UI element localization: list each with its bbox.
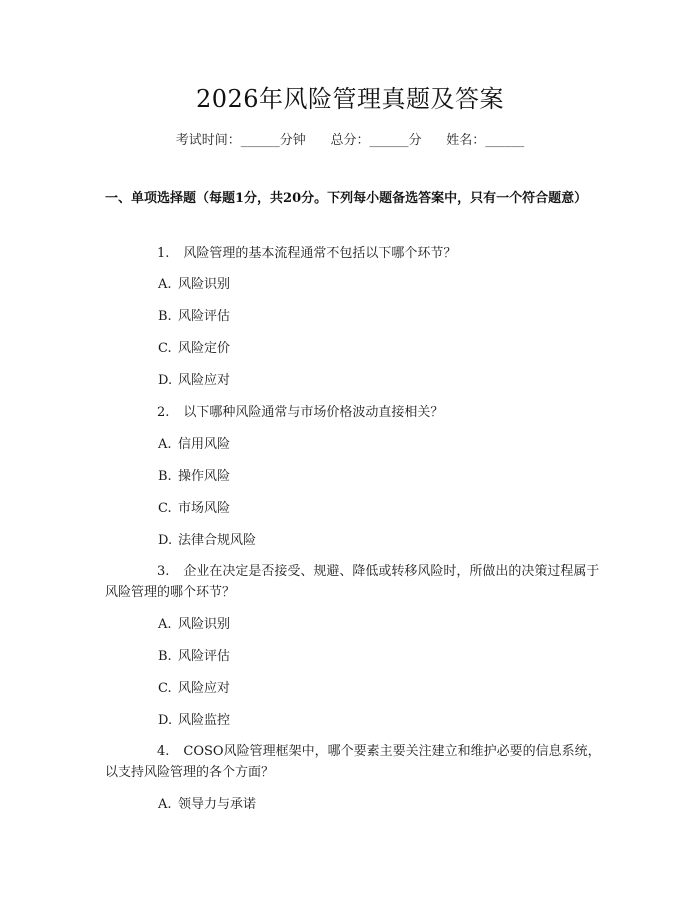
option-text: 风险评估 xyxy=(178,309,231,324)
option-3b xyxy=(158,646,230,667)
question-text: 以下哪种风险通常与市场价格波动直接相关？ xyxy=(183,405,444,420)
option-letter: D. xyxy=(158,713,173,728)
option-2b xyxy=(158,466,230,487)
option-letter: A. xyxy=(158,617,172,632)
question-text: 风险管理的基本流程通常不包括以下哪个环节？ xyxy=(183,246,457,261)
option-letter: B. xyxy=(158,469,172,484)
option-letter: C. xyxy=(158,681,172,696)
option-text: 风险应对 xyxy=(178,373,231,388)
option-text: 操作风险 xyxy=(178,469,231,484)
option-4a xyxy=(158,794,256,815)
option-letter: A. xyxy=(158,277,172,292)
option-2a xyxy=(158,434,230,455)
question-4 xyxy=(105,741,601,783)
section-heading: 一、单项选择题（每题1分，共20分。下列每小题备选答案中，只有一个符合题意） xyxy=(105,191,588,206)
option-1a xyxy=(158,274,230,295)
question-number: 4. xyxy=(157,744,170,759)
option-text: 风险定价 xyxy=(178,341,231,356)
option-3d xyxy=(158,710,230,731)
option-3c xyxy=(158,678,230,699)
option-letter: C. xyxy=(158,501,172,516)
option-1c xyxy=(158,338,230,359)
question-number: 3. xyxy=(157,564,170,579)
option-letter: B. xyxy=(158,309,172,324)
question-1 xyxy=(105,243,601,264)
option-text: 风险应对 xyxy=(178,681,231,696)
option-text: 领导力与承诺 xyxy=(178,797,257,812)
question-2 xyxy=(105,402,601,423)
option-2c xyxy=(158,498,230,519)
option-text: 风险评估 xyxy=(178,649,231,664)
question-text: 企业在决定是否接受、规避、降低或转移风险时，所做出的决策过程属于风险管理的哪个环节？ xyxy=(105,564,600,600)
exam-info-line: 考试时间：______分钟 总分：______分 姓名：______ xyxy=(175,133,525,148)
option-letter: A. xyxy=(158,797,172,812)
option-letter: D. xyxy=(158,373,173,388)
option-text: 风险识别 xyxy=(178,277,231,292)
question-3 xyxy=(105,561,601,603)
option-text: 风险监控 xyxy=(178,713,231,728)
question-number: 1. xyxy=(157,246,170,261)
question-text: COSO风险管理框架中，哪个要素主要关注建立和维护必要的信息系统，以支持风险管理的各个方面？ xyxy=(105,744,601,780)
option-text: 信用风险 xyxy=(178,437,231,452)
document-title: 2026年风险管理真题及答案 xyxy=(195,85,505,113)
option-letter: C. xyxy=(158,341,172,356)
option-1d xyxy=(158,370,230,391)
option-letter: D. xyxy=(158,533,173,548)
option-letter: A. xyxy=(158,437,172,452)
option-text: 市场风险 xyxy=(178,501,231,516)
option-3a xyxy=(158,614,230,635)
option-text: 风险识别 xyxy=(178,617,231,632)
option-text: 法律合规风险 xyxy=(178,533,257,548)
option-1b xyxy=(158,306,230,327)
option-letter: B. xyxy=(158,649,172,664)
question-number: 2. xyxy=(157,405,170,420)
option-2d xyxy=(158,530,256,551)
